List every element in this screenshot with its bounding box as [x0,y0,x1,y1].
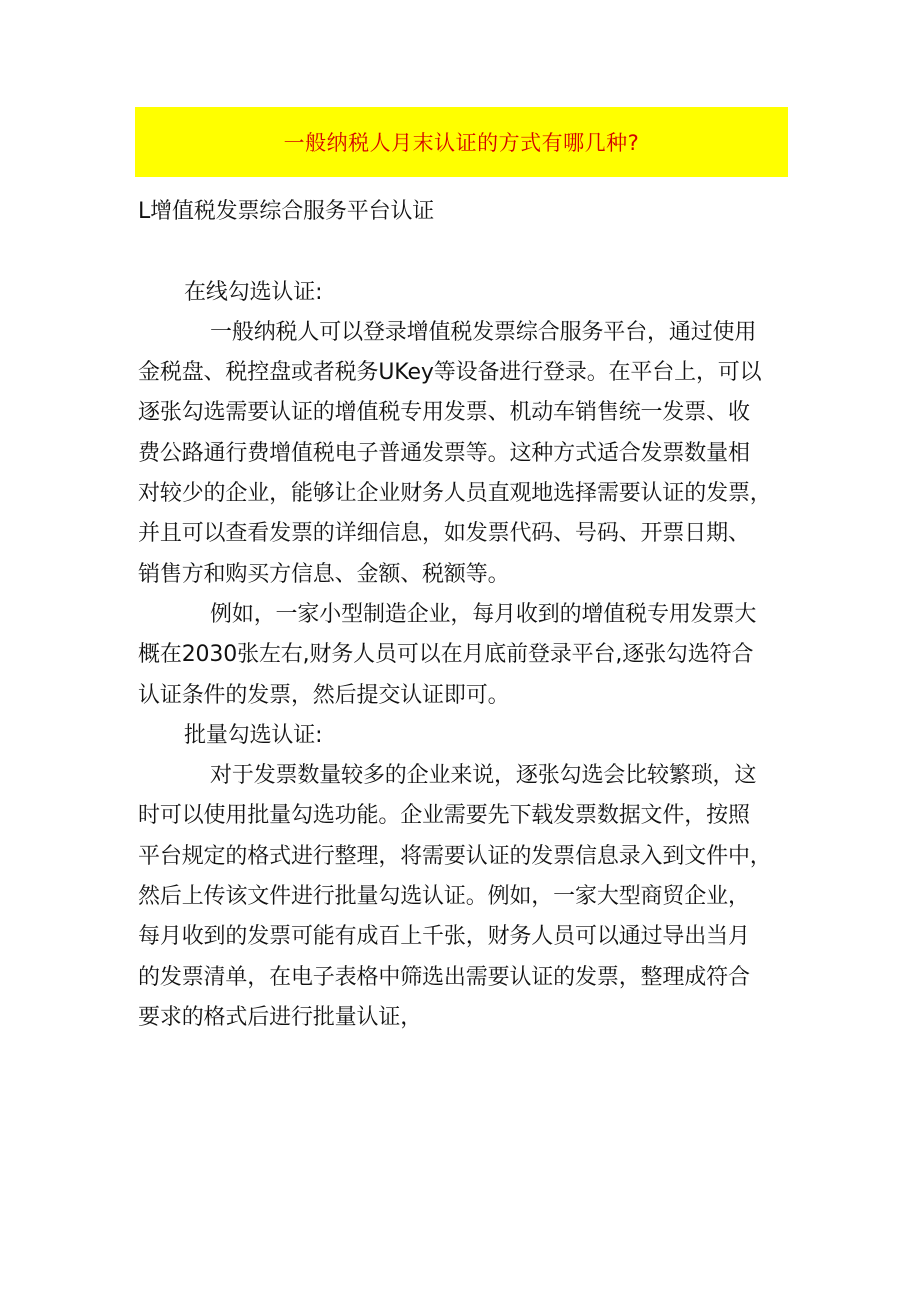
online-label: 在线勾选认证: [184,279,323,305]
paragraph-line: 例如，一家小型制造企业，每月收到的增值税专用发票大 [210,601,757,627]
paragraph-line: 逐张勾选需要认证的增值税专用发票、机动车销售统一发票、收 [138,400,750,426]
paragraph-line: 时可以使用批量勾选功能。企业需要先下载发票数据文件，按照 [138,803,750,829]
paragraph-line: 的发票清单，在电子表格中筛选出需要认证的发票，整理成符合 [138,964,750,990]
paragraph-line: 费公路通行费增值税电子普通发票等。这种方式适合发票数量相 [138,440,750,466]
paragraph-line: 概在2030张左右,财务人员可以在月底前登录平台,逐张勾选符合 [138,642,754,668]
paragraph-line: 平台规定的格式进行整理，将需要认证的发票信息录入到文件中， [138,843,772,869]
paragraph-line: 对于发票数量较多的企业来说，逐张勾选会比较繁琐，这 [210,763,757,789]
paragraph-line: 每月收到的发票可能有成百上千张，财务人员可以通过导出当月 [138,924,750,950]
paragraph-line: 认证条件的发票，然后提交认证即可。 [138,682,510,708]
paragraph-line: 要求的格式后进行批量认证， [138,1004,423,1030]
document-body [138,192,790,1038]
title-banner [135,107,788,177]
spacer [138,232,790,272]
document-title: 一般纳税人月末认证的方式有哪几种? [283,131,640,155]
paragraph-line: 并且可以查看发票的详细信息，如发票代码、号码、开票日期、 [138,521,750,547]
paragraph-line: 金税盘、税控盘或者税务UKey等设备进行登录。在平台上，可以 [138,360,762,386]
paragraph-line: 一般纳税人可以登录增值税发票综合服务平台，通过使用 [210,319,757,345]
paragraph-line: 销售方和购买方信息、金额、税额等。 [138,561,510,587]
section-heading: L增值税发票综合服务平台认证 [138,199,435,224]
paragraph-line: 然后上传该文件进行批量勾选认证。例如，一家大型商贸企业， [138,884,750,910]
batch-label: 批量勾选认证: [184,722,323,748]
paragraph-line: 对较少的企业，能够让企业财务人员直观地选择需要认证的发票， [138,481,772,507]
